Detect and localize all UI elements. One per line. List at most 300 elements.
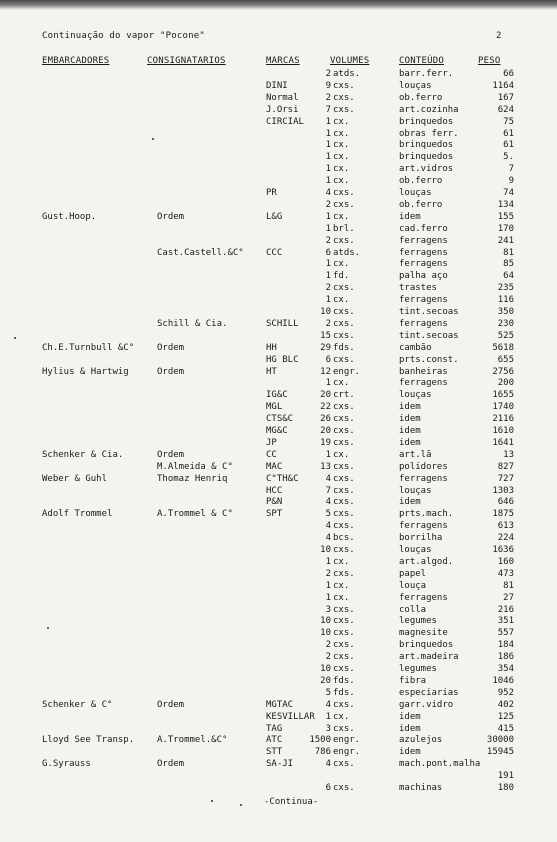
table-row (0, 663, 557, 675)
cell-mar: PR (266, 188, 277, 198)
cell-un: cxs. (333, 330, 355, 341)
table-row (0, 163, 557, 175)
cell-vol: 20 (320, 426, 331, 436)
table-row (0, 711, 557, 723)
cell-vol: 15 (320, 330, 331, 341)
cell-un: engr. (333, 747, 361, 758)
cell-vol: 4 (325, 497, 331, 508)
cell-vol: 13 (320, 461, 331, 472)
cell-cont: prts.mach. (399, 509, 454, 520)
cell-cont: borrilha (399, 533, 443, 544)
cell-vol: 9 (325, 80, 331, 91)
cell-cont: louças (399, 80, 432, 91)
cell-cont: art.cozinha (399, 104, 459, 115)
cell-cont: idem (399, 211, 421, 222)
table-row (0, 139, 557, 151)
cell-mar: CTS&C (266, 414, 294, 425)
cell-emb: Ch.E.Turnbull &C° (42, 342, 135, 353)
cell-mar: CCC (266, 247, 283, 258)
cell-peso: 30000 (486, 735, 514, 746)
cell-vol: 2 (325, 283, 331, 294)
cell-vol: 1 (325, 259, 331, 270)
cell-emb: G.Syrauss (42, 759, 91, 770)
cell-un: cxs. (333, 604, 355, 615)
cell-vol: 4 (325, 699, 331, 710)
cell-peso: 81 (503, 247, 514, 258)
cell-cont: tint.secoas (399, 330, 459, 341)
cell-peso: 5. (503, 152, 514, 163)
cell-cont: louças (399, 188, 432, 198)
cell-un: fds. (333, 342, 355, 353)
cell-emb: Schenker & C° (42, 699, 113, 710)
cell-un: cx. (333, 592, 350, 603)
table-row (0, 496, 557, 508)
cell-vol: 2 (325, 640, 331, 651)
ink-speck (211, 800, 213, 802)
cell-peso: 81 (503, 580, 514, 591)
table-row (0, 116, 557, 128)
cell-vol: 6 (325, 354, 331, 365)
cell-vol: 20 (320, 675, 331, 686)
table-row (0, 473, 557, 485)
page-number: 2 (496, 31, 502, 41)
cell-un: engr. (333, 735, 361, 746)
cell-con: Ordem (157, 366, 185, 377)
col-header-peso: PESO (478, 56, 501, 66)
cell-vol: 4 (325, 533, 331, 544)
cell-vol: 1 (325, 556, 331, 567)
cell-vol: 1 (325, 116, 331, 127)
cell-vol: 1 (325, 580, 331, 591)
cell-un: cxs. (333, 354, 355, 365)
cell-cont: legumes (399, 664, 437, 674)
cell-mar: CIRCIAL (266, 116, 304, 127)
table-row (0, 247, 557, 259)
cell-peso: 13 (503, 449, 514, 460)
cell-vol: 2 (325, 199, 331, 210)
table-row (0, 151, 557, 163)
cell-peso: 180 (497, 783, 514, 793)
cell-vol: 29 (320, 342, 331, 353)
cell-peso: 167 (497, 92, 514, 103)
cell-cont: ferragens (399, 235, 448, 246)
cell-cont: azulejos (399, 735, 443, 746)
cell-cont: ferragens (399, 473, 448, 484)
cell-cont: fibra (399, 675, 427, 686)
cell-vol: 2 (325, 652, 331, 663)
table-row (0, 580, 557, 592)
cell-peso: 184 (497, 640, 514, 651)
cell-un: engr. (333, 366, 361, 377)
cell-emb: Weber & Guhl (42, 473, 108, 484)
cell-cont: polidores (399, 461, 448, 472)
cell-peso: 74 (503, 188, 514, 198)
cell-con: M.Almeida & C° (157, 461, 233, 472)
cell-un: fds. (333, 687, 355, 698)
cell-vol: 1 (325, 449, 331, 460)
table-row (0, 235, 557, 247)
cell-un: crt. (333, 390, 355, 401)
cell-vol: 7 (325, 485, 331, 496)
table-row (0, 651, 557, 663)
cell-un: cxs. (333, 92, 355, 103)
cell-mar: L&G (266, 211, 283, 222)
cell-un: cx. (333, 176, 350, 187)
cell-peso: 827 (497, 461, 514, 472)
cell-vol: 4 (325, 473, 331, 484)
cell-vol: 786 (314, 747, 331, 758)
cell-mar: SCHILL (266, 318, 299, 329)
cell-un: cx. (333, 295, 350, 306)
cell-un: cx. (333, 259, 350, 270)
cell-peso: 2756 (492, 366, 514, 377)
table-row (0, 175, 557, 187)
cell-vol: 12 (320, 366, 331, 377)
cell-un: cxs. (333, 473, 355, 484)
cell-emb: Schenker & Cia. (42, 449, 124, 460)
cell-vol: 5 (325, 687, 331, 698)
cell-mar: DINI (266, 80, 288, 91)
cell-peso: 61 (503, 140, 514, 151)
cell-peso: 2116 (492, 414, 514, 425)
table-row (0, 615, 557, 627)
cell-un: cx. (333, 211, 350, 222)
table-row (0, 687, 557, 699)
cell-peso: 116 (497, 295, 514, 306)
cell-mar: ATC (266, 735, 283, 746)
cell-cont: idem (399, 747, 421, 758)
cell-peso: 415 (497, 723, 514, 734)
table-row (0, 604, 557, 616)
cell-un: fds. (333, 675, 355, 686)
cell-un: cx. (333, 378, 350, 389)
table-row (0, 389, 557, 401)
cell-vol: 1 (325, 176, 331, 187)
cell-peso: 235 (497, 283, 514, 294)
col-header-volumes: VOLUMES (330, 56, 370, 66)
page-heading: Continuação do vapor "Pocone" (42, 31, 205, 41)
cell-un: cxs. (333, 545, 355, 555)
cell-un: cxs. (333, 199, 355, 210)
table-row (0, 199, 557, 211)
cell-cont: ob.ferro (399, 199, 443, 210)
cell-peso: 1164 (492, 80, 514, 91)
cell-un: cxs. (333, 235, 355, 246)
cell-vol: 2 (325, 92, 331, 103)
cell-mar: STT (266, 747, 283, 758)
cell-un: cx. (333, 556, 350, 567)
cell-un: cxs. (333, 640, 355, 651)
cell-cont: louças (399, 545, 432, 555)
cell-cont: especiarias (399, 687, 459, 698)
table-row (0, 746, 557, 758)
cell-vol: 1 (325, 223, 331, 234)
cell-peso: 350 (497, 307, 514, 317)
cell-cont: magnesite (399, 628, 448, 639)
cell-peso: 613 (497, 521, 514, 532)
cell-peso: 85 (503, 259, 514, 270)
cell-mar: HT (266, 366, 277, 377)
cell-vol: 2 (325, 318, 331, 329)
cell-mar: P&N (266, 497, 283, 508)
cell-un: cxs. (333, 318, 355, 329)
cell-un: cx. (333, 116, 350, 127)
cell-cont: prts.const. (399, 354, 459, 365)
cell-vol: 19 (320, 437, 331, 448)
cell-un: cxs. (333, 402, 355, 413)
cell-peso: 1610 (492, 426, 514, 436)
cell-vol: 1500 (309, 735, 331, 746)
cell-un: cx. (333, 449, 350, 460)
cell-vol: 2 (325, 568, 331, 579)
table-row (0, 592, 557, 604)
cell-cont: garr.vidro (399, 699, 454, 710)
cell-mar: J.Orsi (266, 104, 299, 115)
cell-cont: art.algod. (399, 556, 454, 567)
cell-peso: 224 (497, 533, 514, 544)
cell-vol: 7 (325, 104, 331, 115)
cell-vol: 6 (325, 783, 331, 793)
ink-speck (14, 337, 16, 339)
cell-peso: 624 (497, 104, 514, 115)
cell-un: atds. (333, 247, 361, 258)
table-row (0, 437, 557, 449)
cell-cont: louças (399, 485, 432, 496)
cell-vol: 10 (320, 628, 331, 639)
cell-un: cxs. (333, 104, 355, 115)
cell-mar: KESVILLAR (266, 711, 315, 722)
table-row (0, 80, 557, 92)
table-row (0, 734, 557, 746)
col-header-conteudo: CONTEÚDO (399, 56, 444, 66)
cell-peso: 1655 (492, 390, 514, 401)
cell-vol: 2 (325, 69, 331, 79)
cell-peso: 64 (503, 271, 514, 282)
cell-vol: 10 (320, 307, 331, 317)
table-row (0, 270, 557, 282)
cell-mar: MGL (266, 402, 283, 413)
cell-mar: MG&C (266, 426, 288, 436)
table-row (0, 258, 557, 270)
cell-peso: 402 (497, 699, 514, 710)
cell-peso: 75 (503, 116, 514, 127)
cell-peso: 7 (508, 164, 514, 175)
cell-vol: 1 (325, 378, 331, 389)
cell-un: cxs. (333, 307, 355, 317)
cell-cont: brinquedos (399, 116, 454, 127)
cell-cont: art.madeira (399, 652, 459, 663)
cell-cont: idem (399, 497, 421, 508)
table-row (0, 675, 557, 687)
cell-peso: 1046 (492, 675, 514, 686)
cell-con: Ordem (157, 449, 185, 460)
cell-peso: 5618 (492, 342, 514, 353)
cell-cont: idem (399, 426, 421, 436)
cell-un: cxs. (333, 723, 355, 734)
cell-peso: 525 (497, 330, 514, 341)
table-row (0, 128, 557, 140)
cell-cont: art.lã (399, 449, 432, 460)
table-row (0, 68, 557, 80)
cell-vol: 4 (325, 188, 331, 198)
cell-cont: trastes (399, 283, 437, 294)
cell-emb: Lloyd See Transp. (42, 735, 135, 746)
table-row (0, 485, 557, 497)
table-row (0, 699, 557, 711)
col-header-embarcadores: EMBARCADORES (42, 56, 110, 66)
table-row (0, 461, 557, 473)
cell-cont: colla (399, 604, 427, 615)
table-row (0, 782, 557, 794)
cell-un: cxs. (333, 414, 355, 425)
cell-peso: 9 (508, 176, 514, 187)
cell-cont: idem (399, 402, 421, 413)
cell-cont: machinas (399, 783, 443, 793)
cell-mar: HCC (266, 485, 283, 496)
table-row (0, 449, 557, 461)
table-row (0, 92, 557, 104)
cell-mar: SPT (266, 509, 283, 520)
cell-cont: idem (399, 414, 421, 425)
cell-cont: ferragens (399, 318, 448, 329)
cell-cont: art.vidros (399, 164, 454, 175)
cell-cont: louças (399, 390, 432, 401)
scan-edge-shadow (0, 0, 557, 10)
cell-vol: 4 (325, 759, 331, 770)
cell-vol: 20 (320, 390, 331, 401)
cell-peso: 230 (497, 318, 514, 329)
cell-un: cxs. (333, 664, 355, 674)
cell-con: A.Trommel.&C° (157, 735, 228, 746)
cell-un: cxs. (333, 437, 355, 448)
cell-un: cx. (333, 140, 350, 151)
cell-mar: Normal (266, 92, 299, 103)
cell-un: cxs. (333, 652, 355, 663)
cell-emb: Hylius & Hartwig (42, 366, 129, 377)
table-row (0, 544, 557, 556)
cell-cont: ferragens (399, 521, 448, 532)
table-row (0, 770, 557, 782)
table-row (0, 639, 557, 651)
table-row (0, 306, 557, 318)
cell-peso: 66 (503, 69, 514, 79)
cell-un: cxs. (333, 283, 355, 294)
table-row (0, 318, 557, 330)
cell-peso: 473 (497, 568, 514, 579)
table-row (0, 758, 557, 770)
table-row (0, 401, 557, 413)
col-header-consignatarios: CONSIGNATARIOS (147, 56, 226, 66)
table-row (0, 223, 557, 235)
cell-un: cxs. (333, 568, 355, 579)
col-header-marcas: MARCAS (266, 56, 300, 66)
cell-vol: 4 (325, 521, 331, 532)
cell-vol: 1 (325, 152, 331, 163)
cell-cont: cambão (399, 342, 432, 353)
cell-peso: 170 (497, 223, 514, 234)
cell-mar: JP (266, 437, 277, 448)
table-row (0, 294, 557, 306)
cell-peso: 241 (497, 235, 514, 246)
cell-peso: 655 (497, 354, 514, 365)
cell-cont: ob.ferro (399, 92, 443, 103)
cell-mar: IG&C (266, 390, 288, 401)
cell-un: cxs. (333, 485, 355, 496)
cell-un: cxs. (333, 628, 355, 639)
cell-vol: 22 (320, 402, 331, 413)
cell-un: cxs. (333, 699, 355, 710)
cell-un: cxs. (333, 497, 355, 508)
table-row (0, 723, 557, 735)
cell-vol: 5 (325, 509, 331, 520)
cell-peso: 125 (497, 711, 514, 722)
cell-mar: MGTAC (266, 699, 294, 710)
table-row (0, 532, 557, 544)
table-row (0, 568, 557, 580)
cell-vol: 1 (325, 128, 331, 139)
cell-un: cxs. (333, 509, 355, 520)
cell-con: Ordem (157, 759, 185, 770)
cell-peso: 134 (497, 199, 514, 210)
table-row (0, 330, 557, 342)
table-row (0, 342, 557, 354)
cell-vol: 1 (325, 271, 331, 282)
table-row (0, 413, 557, 425)
cell-cont: obras ferr. (399, 128, 459, 139)
cell-peso: 952 (497, 687, 514, 698)
cell-vol: 1 (325, 592, 331, 603)
cell-cont: brinquedos (399, 640, 454, 651)
cell-peso: 191 (497, 771, 514, 782)
cell-cont: ferragens (399, 247, 448, 258)
cell-emb: Adolf Trommel (42, 509, 113, 520)
cell-con: Thomaz Henriq (157, 473, 228, 484)
table-row (0, 187, 557, 199)
cell-peso: 1740 (492, 402, 514, 413)
cell-cont: idem (399, 723, 421, 734)
continua-footer: -Continua- (264, 797, 319, 807)
cell-cont: legumes (399, 616, 437, 627)
cell-cont: louça (399, 580, 427, 591)
table-row (0, 377, 557, 389)
cell-mar: SA-JI (266, 759, 294, 770)
cell-cont: mach.pont.malha (399, 759, 481, 770)
ink-speck (152, 138, 154, 140)
table-row (0, 282, 557, 294)
cell-peso: 557 (497, 628, 514, 639)
cell-peso: 354 (497, 664, 514, 674)
cell-un: cx. (333, 152, 350, 163)
cell-peso: 727 (497, 473, 514, 484)
table-row (0, 354, 557, 366)
cell-cont: palha aço (399, 271, 448, 282)
cell-peso: 1875 (492, 509, 514, 520)
cell-vol: 3 (325, 723, 331, 734)
cell-peso: 200 (497, 378, 514, 389)
cell-cont: cad.ferro (399, 223, 448, 234)
cell-peso: 155 (497, 211, 514, 222)
cell-un: cx. (333, 128, 350, 139)
cell-mar: C°TH&C (266, 473, 299, 484)
cell-vol: 1 (325, 211, 331, 222)
table-row (0, 425, 557, 437)
table-row (0, 627, 557, 639)
cell-con: Schill & Cia. (157, 318, 228, 329)
cell-un: cxs. (333, 783, 355, 793)
table-row (0, 508, 557, 520)
cell-cont: tint.secoas (399, 307, 459, 317)
cell-cont: idem (399, 437, 421, 448)
